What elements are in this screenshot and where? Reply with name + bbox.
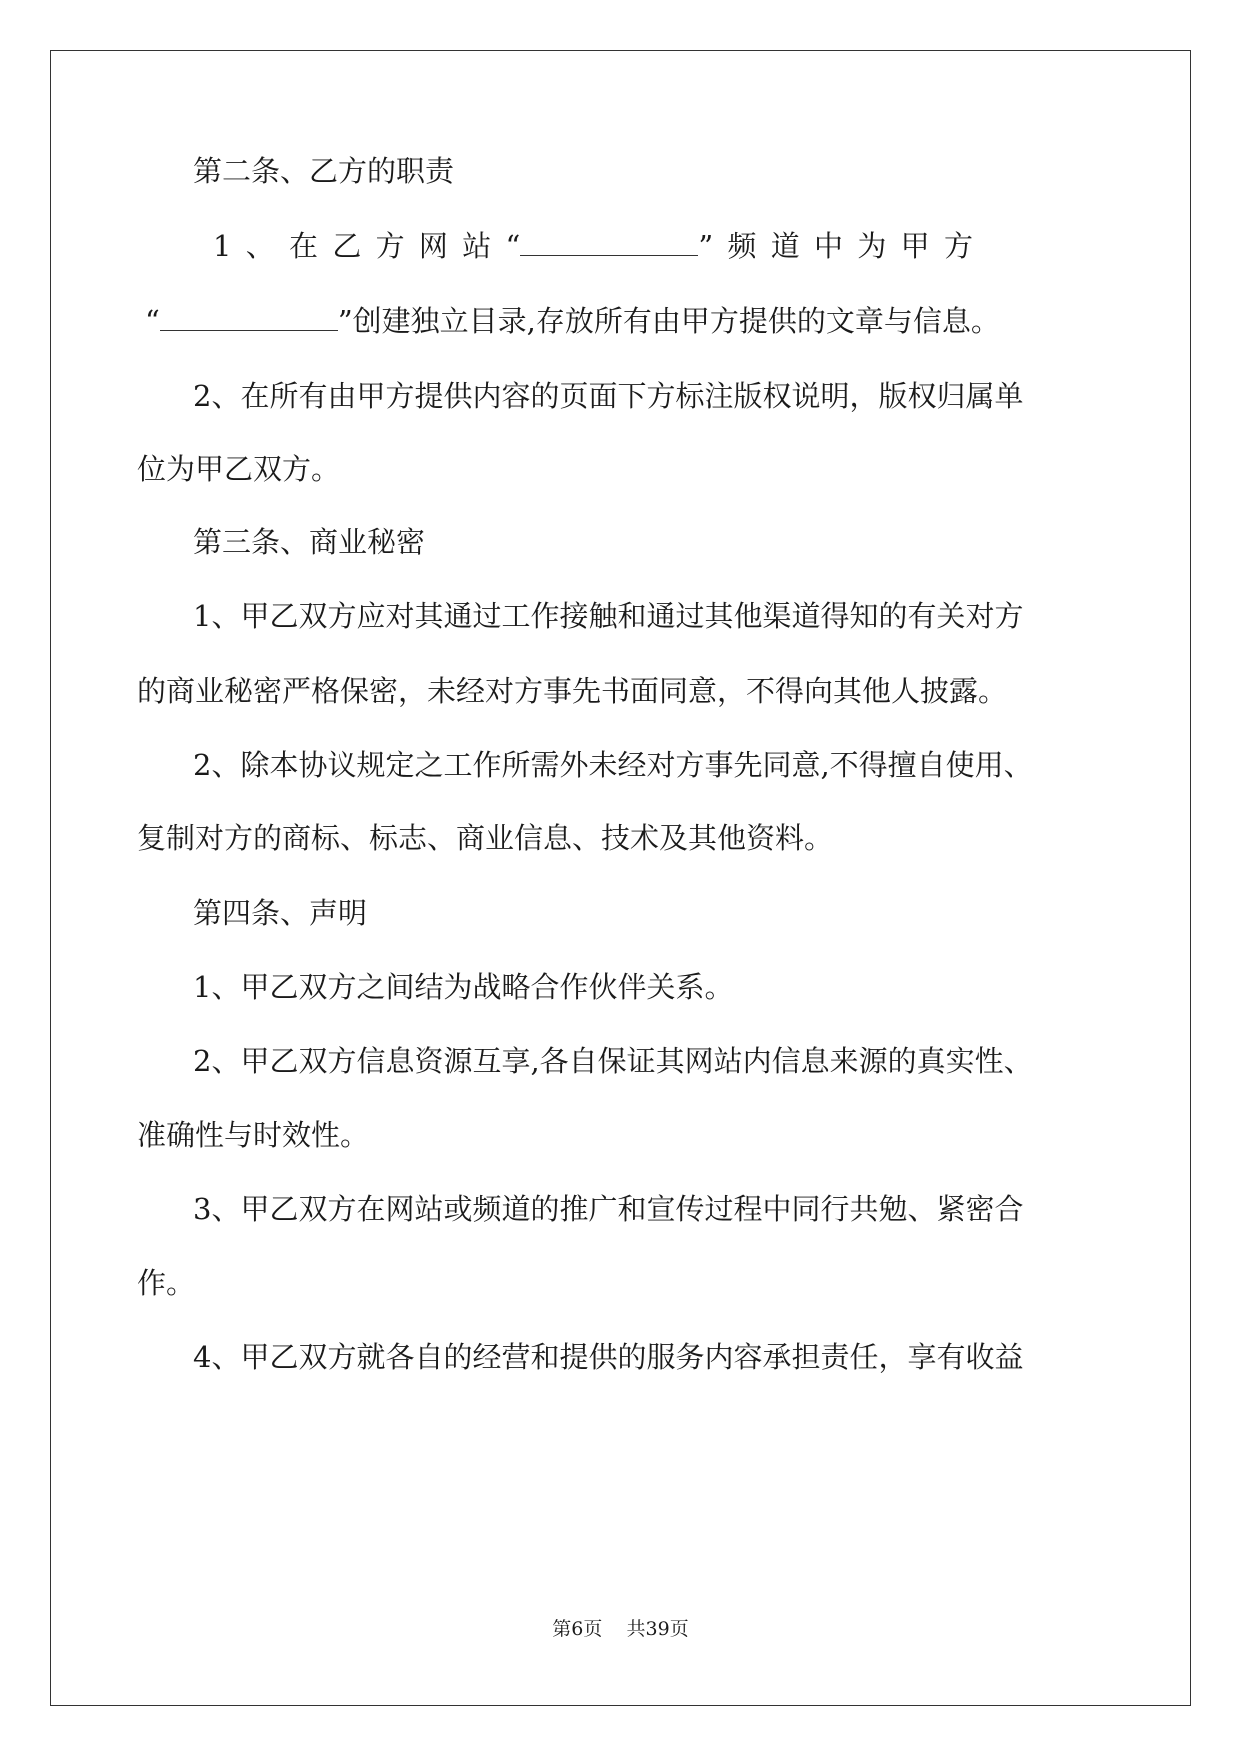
paragraph-line: 2、在所有由甲方提供内容的页面下方标注版权说明，版权归属单 xyxy=(193,379,1024,413)
paragraph-line: 1、甲乙双方之间结为战略合作伙伴关系。 xyxy=(193,970,734,1004)
paragraph-line: 复制对方的商标、标志、商业信息、技术及其他资料。 xyxy=(137,821,834,855)
paragraph-line: 位为甲乙双方。 xyxy=(137,452,341,486)
total-pages: 39 xyxy=(645,1618,670,1640)
total-suffix: 页 xyxy=(669,1618,689,1640)
fill-in-blank xyxy=(160,306,338,331)
paragraph-line: 2、除本协议规定之工作所需外未经对方事先同意,不得擅自使用、 xyxy=(193,748,1033,782)
paragraph-line: 4、甲乙双方就各自的经营和提供的服务内容承担责任，享有收益 xyxy=(193,1340,1024,1374)
total-prefix: 共 xyxy=(626,1618,646,1640)
page-label-suffix: 页 xyxy=(583,1618,603,1640)
page-footer xyxy=(0,1617,1241,1641)
paragraph-line: “ ”创建独立目录,存放所有由甲方提供的文章与信息。 xyxy=(145,304,1000,338)
paragraph-line: 准确性与时效性。 xyxy=(137,1118,370,1152)
paragraph-line: 的商业秘密严格保密，未经对方事先书面同意，不得向其他人披露。 xyxy=(137,674,1008,708)
paragraph-line: 1 、 在 乙 方 网 站 “ ” 频 道 中 为 甲 方 xyxy=(213,226,973,266)
paragraph-line: 作。 xyxy=(137,1266,196,1300)
paragraph-line: 1、甲乙双方应对其通过工作接触和通过其他渠道得知的有关对方 xyxy=(193,599,1024,633)
section-heading-3: 第三条、商业秘密 xyxy=(193,525,426,559)
item-number: 1 xyxy=(213,229,232,263)
paragraph-line: 2、甲乙双方信息资源互享,各自保证其网站内信息来源的真实性、 xyxy=(193,1044,1033,1078)
fill-in-blank xyxy=(520,231,698,256)
section-heading-4: 第四条、声明 xyxy=(193,896,368,930)
page-label-prefix: 第 xyxy=(552,1618,572,1640)
paragraph-line: 3、甲乙双方在网站或频道的推广和宣传过程中同行共勉、紧密合 xyxy=(193,1192,1024,1226)
page-number: 6 xyxy=(571,1618,584,1640)
section-heading-2: 第二条、乙方的职责 xyxy=(193,154,455,188)
page-border xyxy=(50,50,1191,1706)
